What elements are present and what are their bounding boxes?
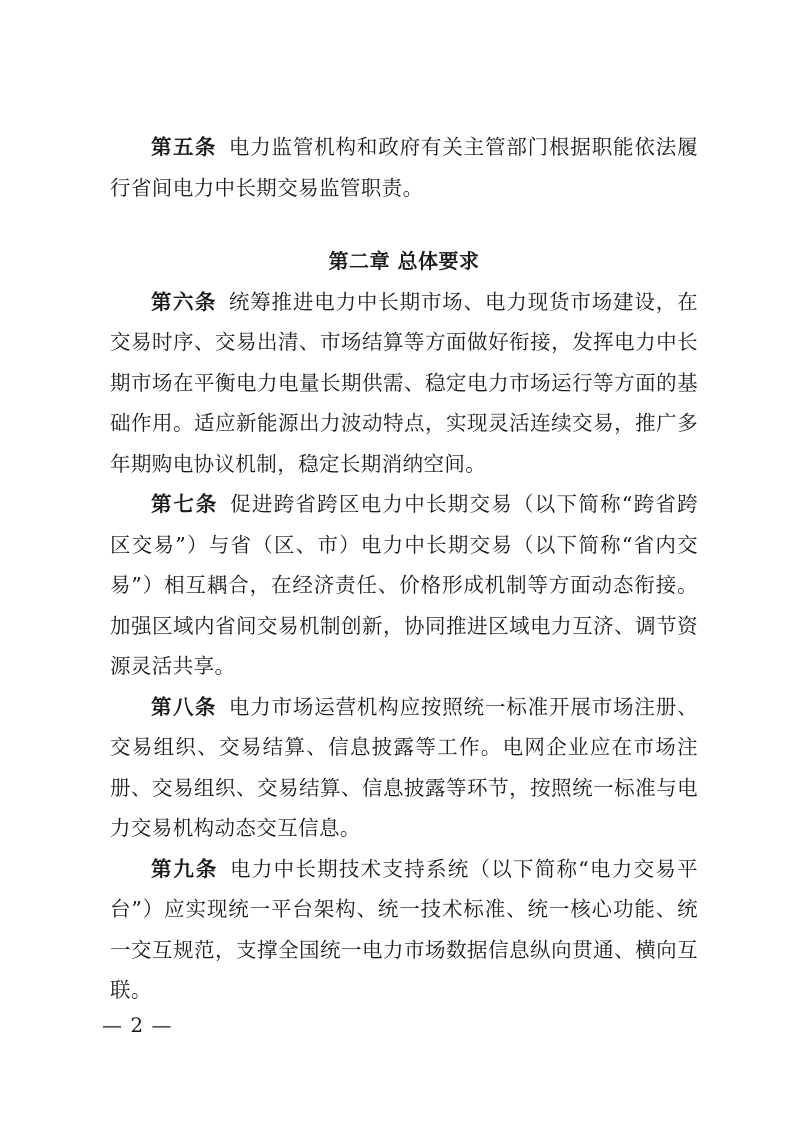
section-gap xyxy=(110,208,698,241)
document-body xyxy=(110,127,698,1011)
article-7-number: 第七条 xyxy=(151,492,219,516)
article-9-text: 电力中长期技术支持系统（以下简称“电力交易平台”）应实现统一平台架构、统一技术标准、统一核心功能、统一交互规范，支撑全国统一电力市场数据信息纵向贯通、横向互联。 xyxy=(110,856,699,1002)
article-6-number: 第六条 xyxy=(151,289,217,314)
article-6-text: 统筹推进电力中长期市场、电力现货市场建设，在交易时序、交易出清、市场结算等方面做好衔接，发挥电力中长期市场在平衡电力电量长期供需、稳定电力市场运行等方面的基础作用。适应新能源出力波动特点，实现灵活连续交易，推广多年期购电协议机制，稳定长期消纳空间。 xyxy=(110,289,698,476)
article-8-text: 电力市场运营机构应按照统一标准开展市场注册、交易组织、交易结算、信息披露等工作。电网企业应在市场注册、交易组织、交易结算、信息披露等环节，按照统一标准与电力交易机构动态交互信息。 xyxy=(110,694,698,840)
article-6 xyxy=(110,282,698,485)
article-5-text: 电力监管机构和政府有关主管部门根据职能依法履行省间电力中长期交易监管职责。 xyxy=(110,135,698,200)
article-7 xyxy=(110,484,698,687)
article-5 xyxy=(110,127,698,208)
page-number: — 2 — xyxy=(102,1013,173,1037)
article-8 xyxy=(110,687,698,849)
article-7-text: 促进跨省跨区电力中长期交易（以下简称“跨省跨区交易”）与省（区、市）电力中长期交易（以下简称“省内交易”）相互耦合，在经济责任、价格形成机制等方面动态衔接。加强区域内省间交易机制创新，协同推进区域电力互济、调节资源灵活共享。 xyxy=(110,492,699,678)
article-5-number: 第五条 xyxy=(151,135,217,159)
chapter-title: 第二章 总体要求 xyxy=(328,249,480,273)
article-9-number: 第九条 xyxy=(151,856,219,881)
article-9 xyxy=(110,849,698,1011)
article-8-number: 第八条 xyxy=(151,694,217,719)
